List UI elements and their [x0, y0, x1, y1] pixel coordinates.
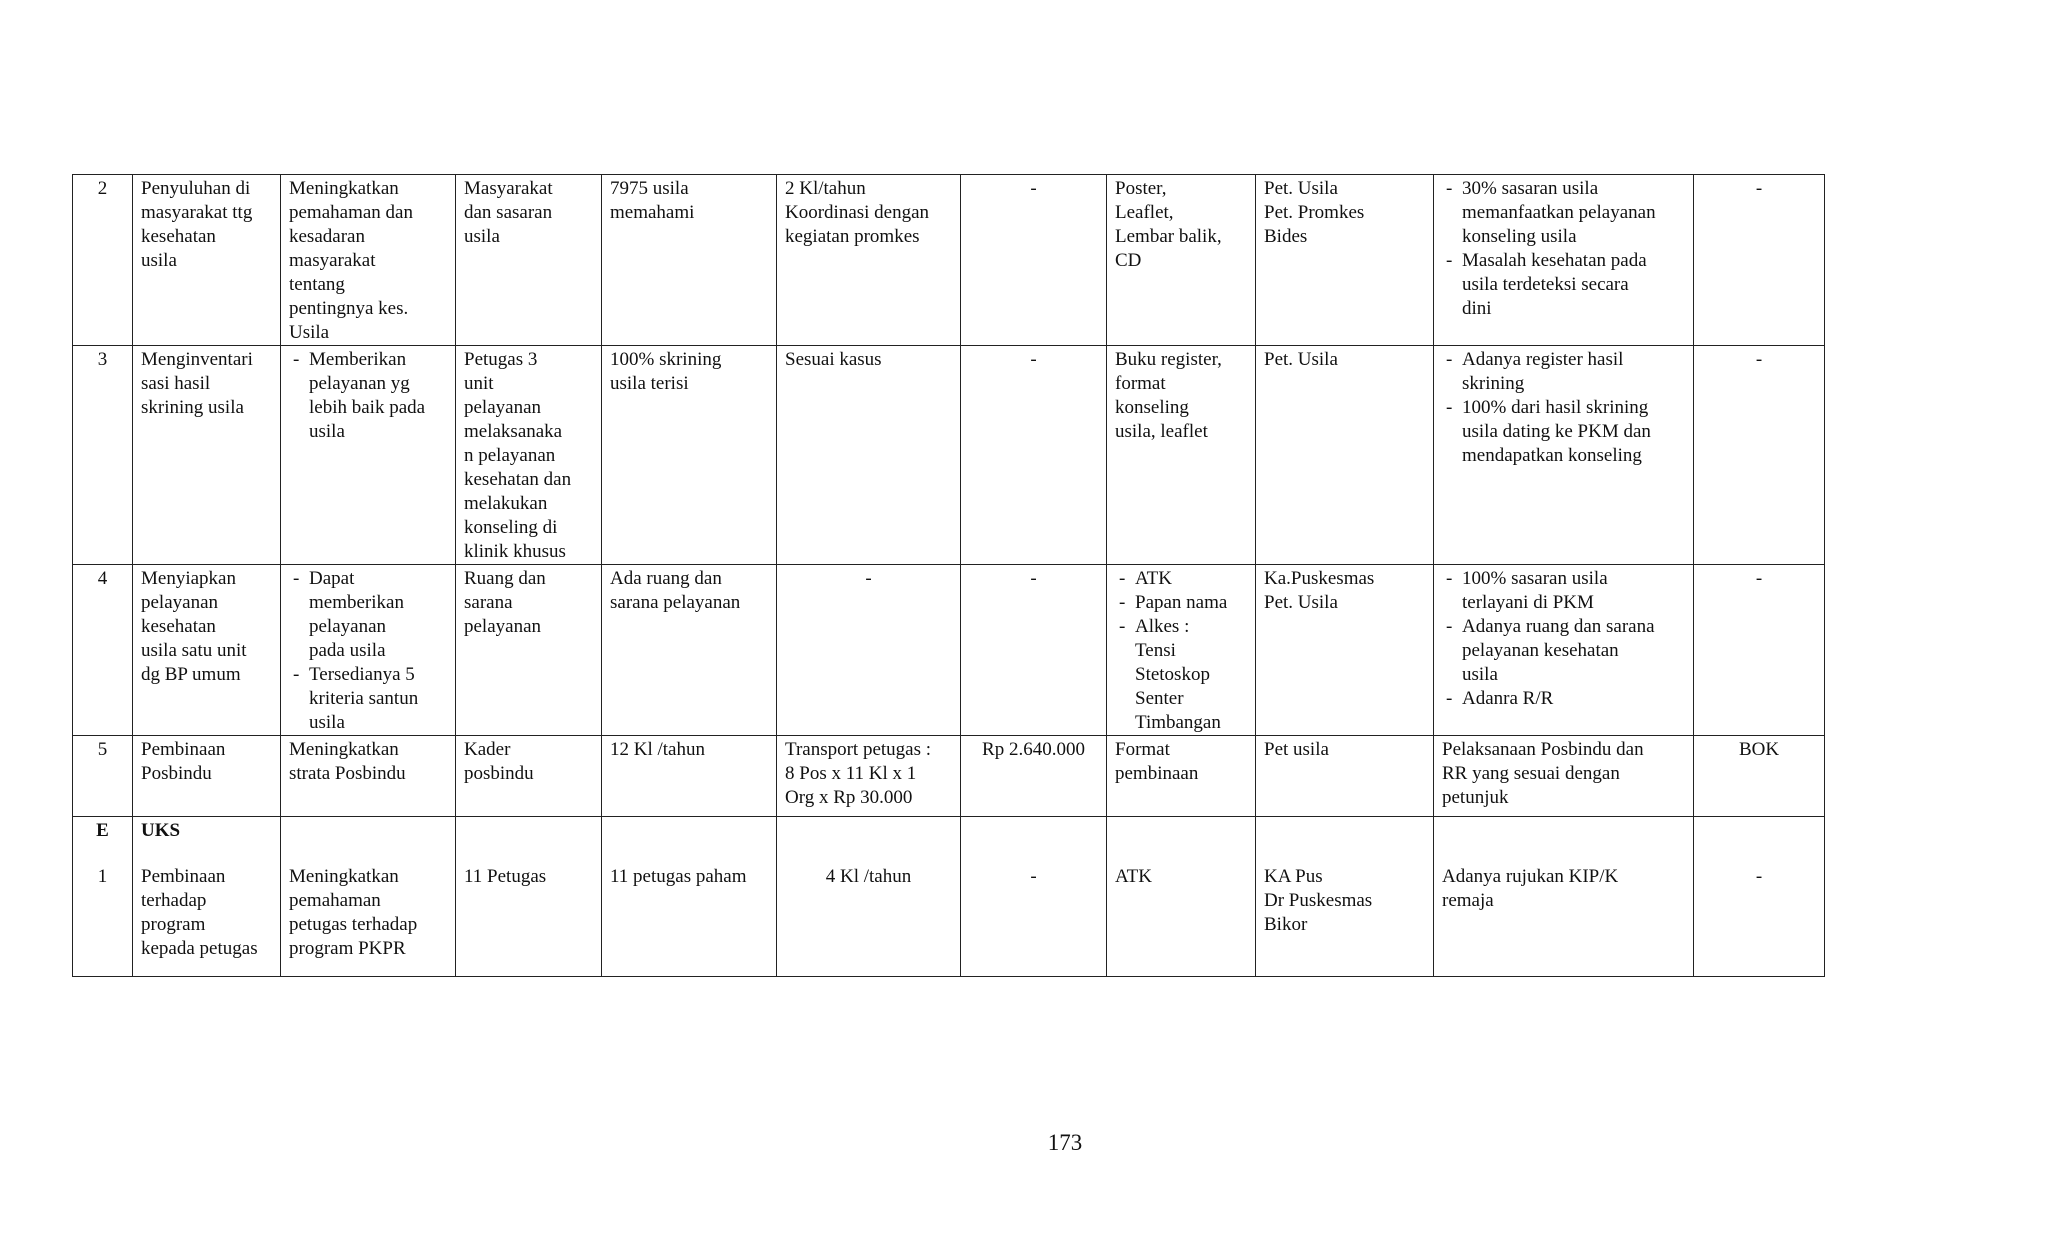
sasaran-cell: Masyarakat dan sasaran usila	[456, 175, 602, 346]
biaya-cell: Rp 2.640.000	[961, 736, 1107, 817]
list-item: - Adanra R/R	[1442, 687, 1685, 711]
sarana-cell	[1107, 565, 1256, 736]
pelaksana-text: KA Pus Dr Puskesmas Bikor	[1264, 866, 1373, 935]
target-cell: 100% skrining usila terisi	[602, 346, 777, 565]
list-item: - Adanya register hasil skrining	[1442, 348, 1685, 396]
indikator-cell	[1434, 175, 1694, 346]
kegiatan-cell: Pembinaan Posbindu	[133, 736, 281, 817]
volume-cell	[777, 817, 961, 977]
indikator-cell	[1434, 817, 1694, 977]
pelaksana-cell: Pet. Usila	[1256, 346, 1434, 565]
sasaran-cell: Petugas 3 unit pelayanan melaksanaka n pelayanan kesehatan dan melakukan konseling di klinik khusus	[456, 346, 602, 565]
target-cell: Ada ruang dan sarana pelayanan	[602, 565, 777, 736]
biaya-cell	[961, 817, 1107, 977]
sasaran-cell	[456, 817, 602, 977]
tujuan-cell	[281, 565, 456, 736]
target-text: 11 petugas paham	[610, 866, 747, 887]
pelaksana-cell	[1256, 817, 1434, 977]
sumber-cell	[1694, 817, 1825, 977]
kegiatan-cell: Menginventari sasi hasil skrining usila	[133, 346, 281, 565]
sarana-text: ATK	[1115, 866, 1152, 887]
biaya-cell: -	[961, 565, 1107, 736]
kegiatan-cell	[133, 817, 281, 977]
pelaksana-cell: Pet. Usila Pet. Promkes Bides	[1256, 175, 1434, 346]
list-item: - Adanya ruang dan sarana pelayanan kesehatan usila	[1442, 615, 1685, 687]
target-cell	[602, 817, 777, 977]
pelaksana-cell: Ka.Puskesmas Pet. Usila	[1256, 565, 1434, 736]
row-number: 5	[73, 736, 133, 817]
volume-cell: -	[777, 565, 961, 736]
sarana-cell: Poster, Leaflet, Lembar balik, CD	[1107, 175, 1256, 346]
pelaksana-cell: Pet usila	[1256, 736, 1434, 817]
list-item: - 30% sasaran usila memanfaatkan pelayanan konseling usila	[1442, 177, 1685, 249]
sarana-cell: Buku register, format konseling usila, leaflet	[1107, 346, 1256, 565]
volume-cell: Transport petugas : 8 Pos x 11 Kl x 1 Org x Rp 30.000	[777, 736, 961, 817]
table-row	[73, 175, 1825, 346]
row-number: 2	[73, 175, 133, 346]
tujuan-cell: Meningkatkan strata Posbindu	[281, 736, 456, 817]
row-number	[73, 817, 133, 977]
sumber-cell: -	[1694, 175, 1825, 346]
row-number-value: 1	[97, 866, 108, 887]
biaya-text: -	[1030, 866, 1037, 887]
row-number: 4	[73, 565, 133, 736]
sasaran-cell: Ruang dan sarana pelayanan	[456, 565, 602, 736]
sasaran-text: 11 Petugas	[464, 866, 547, 887]
kegiatan-text: Pembinaan terhadap program kepada petugas	[141, 866, 258, 959]
target-cell: 12 Kl /tahun	[602, 736, 777, 817]
row-number: 3	[73, 346, 133, 565]
tujuan-cell	[281, 817, 456, 977]
section-title: UKS	[141, 820, 181, 841]
sarana-cell: Format pembinaan	[1107, 736, 1256, 817]
tujuan-cell: Meningkatkan pemahaman dan kesadaran masyarakat tentang pentingnya kes. Usila	[281, 175, 456, 346]
list-item: - Alkes : Tensi Stetoskop Senter Timbangan	[1115, 615, 1247, 735]
list-item: - ATK	[1115, 567, 1247, 591]
table-row	[73, 565, 1825, 736]
sumber-cell: BOK	[1694, 736, 1825, 817]
volume-cell: Sesuai kasus	[777, 346, 961, 565]
page-number: 173	[1047, 1130, 1083, 1155]
indikator-cell	[1434, 346, 1694, 565]
list-item: - Papan nama	[1115, 591, 1247, 615]
volume-text: 4 Kl /tahun	[825, 866, 912, 887]
list-item: - Memberikan pelayanan yg lebih baik pada usila	[289, 348, 447, 444]
tujuan-text: Meningkatkan pemahaman petugas terhadap program PKPR	[289, 866, 418, 959]
indikator-text: Adanya rujukan KIP/K remaja	[1442, 866, 1619, 911]
list-item: - 100% dari hasil skrining usila dating ke PKM dan mendapatkan konseling	[1442, 396, 1685, 468]
sumber-cell: -	[1694, 565, 1825, 736]
sasaran-cell: Kader posbindu	[456, 736, 602, 817]
biaya-cell: -	[961, 175, 1107, 346]
sumber-cell: -	[1694, 346, 1825, 565]
sarana-cell	[1107, 817, 1256, 977]
table-row	[73, 736, 1825, 817]
list-item: - Dapat memberikan pelayanan pada usila	[289, 567, 447, 663]
volume-cell: 2 Kl/tahun Koordinasi dengan kegiatan promkes	[777, 175, 961, 346]
table-row	[73, 346, 1825, 565]
sumber-text: -	[1755, 866, 1763, 887]
table-row	[73, 817, 1825, 977]
list-item: - Masalah kesehatan pada usila terdeteksi secara dini	[1442, 249, 1685, 321]
list-item: - Tersedianya 5 kriteria santun usila	[289, 663, 447, 735]
biaya-cell: -	[961, 346, 1107, 565]
kegiatan-cell: Menyiapkan pelayanan kesehatan usila satu unit dg BP umum	[133, 565, 281, 736]
program-table	[72, 174, 1825, 977]
tujuan-cell	[281, 346, 456, 565]
section-code: E	[96, 820, 109, 841]
kegiatan-cell: Penyuluhan di masyarakat ttg kesehatan usila	[133, 175, 281, 346]
list-item: - 100% sasaran usila terlayani di PKM	[1442, 567, 1685, 615]
target-cell: 7975 usila memahami	[602, 175, 777, 346]
indikator-cell: Pelaksanaan Posbindu dan RR yang sesuai dengan petunjuk	[1434, 736, 1694, 817]
indikator-cell	[1434, 565, 1694, 736]
